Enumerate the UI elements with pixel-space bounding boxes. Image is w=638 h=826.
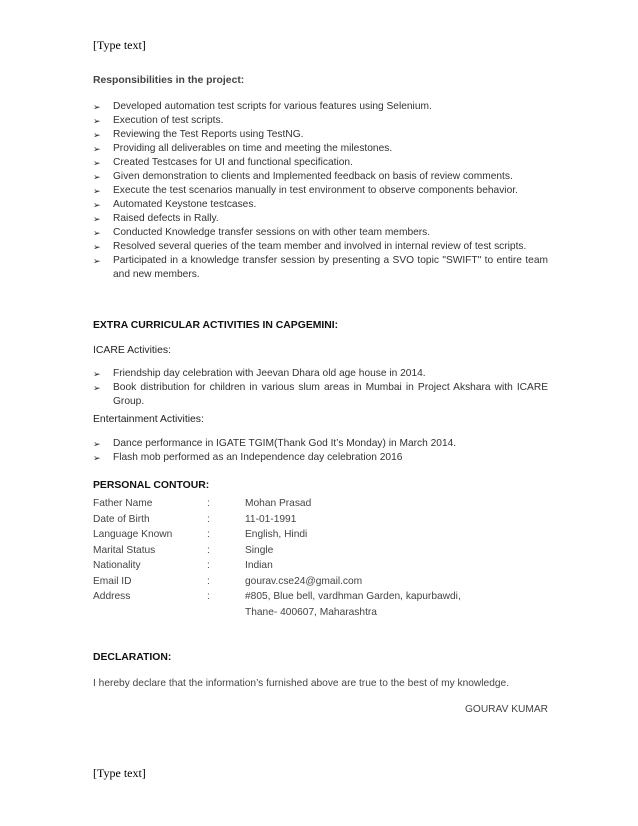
arrow-bullet-icon: ➢ [93, 172, 101, 182]
personal-heading: PERSONAL CONTOUR: [93, 480, 210, 491]
row-value: gourav.cse24@gmail.com [245, 575, 363, 587]
list-item: ➢ Book distribution for children in various slum areas in Mumbai in Project Akshara with ICARE Group. [93, 382, 548, 407]
address-line-2: Thane- 400607, Maharashtra [245, 606, 377, 618]
list-item: ➢ Participated in a knowledge transfer session by presenting a SVO topic "SWIFT" to entire team and new members. [93, 255, 548, 280]
row-label: Language Known [93, 529, 173, 540]
arrow-bullet-icon: ➢ [93, 369, 101, 379]
table-row [93, 528, 548, 544]
arrow-bullet-icon: ➢ [93, 200, 101, 210]
row-value: Indian [245, 560, 273, 571]
row-value: 11-01-1991 [245, 513, 297, 525]
table-row [93, 513, 548, 529]
extra-curricular-heading: EXTRA CURRICULAR ACTIVITIES IN CAPGEMINI: [93, 320, 339, 331]
personal-table [93, 497, 548, 621]
entertainment-heading: Entertainment Activities: [93, 414, 204, 425]
arrow-bullet-icon: ➢ [93, 256, 101, 266]
list-item: ➢ Execute the test scenarios manually in test environment to observe components behavior. [93, 185, 518, 196]
row-value: Single [245, 544, 274, 556]
arrow-bullet-icon: ➢ [93, 383, 101, 393]
row-label: Nationality [93, 560, 141, 571]
arrow-bullet-icon: ➢ [93, 116, 101, 126]
icare-list [93, 367, 548, 409]
row-label: Date of Birth [93, 513, 150, 525]
row-separator: : [207, 560, 210, 571]
row-separator: : [207, 575, 210, 587]
arrow-bullet-icon: ➢ [93, 214, 101, 224]
row-separator: : [207, 591, 210, 602]
arrow-bullet-icon: ➢ [93, 453, 101, 463]
list-item: ➢ Raised defects in Rally. [93, 213, 219, 224]
table-row [93, 544, 548, 560]
table-row [93, 497, 548, 513]
row-label: Marital Status [93, 544, 156, 556]
responsibilities-list [93, 100, 548, 282]
arrow-bullet-icon: ➢ [93, 439, 101, 449]
row-separator: : [207, 498, 210, 509]
row-value: English, Hindi [245, 529, 308, 540]
list-item: ➢ Flash mob performed as an Independence day celebration 2016 [93, 452, 403, 463]
list-item: ➢ Providing all deliverables on time and meeting the milestones. [93, 143, 393, 154]
list-item: ➢ Created Testcases for UI and functional specification. [93, 157, 353, 168]
row-value: Mohan Prasad [245, 498, 312, 509]
row-label: Father Name [93, 498, 153, 509]
list-item: ➢ Friendship day celebration with Jeevan Dhara old age house in 2014. [93, 368, 426, 379]
arrow-bullet-icon: ➢ [93, 102, 101, 112]
declaration-heading: DECLARATION: [93, 652, 172, 663]
list-item: ➢ Conducted Knowledge transfer sessions on with other team members. [93, 227, 431, 238]
row-label: Email ID [93, 575, 132, 587]
list-item: ➢ Given demonstration to clients and Implemented feedback on basis of review comments. [93, 171, 513, 182]
table-row [93, 590, 548, 606]
list-item: ➢ Dance performance in IGATE TGIM(Thank God It’s Monday) in March 2014. [93, 438, 457, 449]
list-item: ➢ Execution of test scripts. [93, 115, 224, 126]
page-footer: [Type text] [93, 766, 146, 780]
list-item: ➢ Resolved several queries of the team member and involved in internal review of test scripts. [93, 241, 527, 252]
declaration-text: I hereby declare that the information’s furnished above are true to the best of my knowledge. [93, 678, 510, 689]
arrow-bullet-icon: ➢ [93, 186, 101, 196]
arrow-bullet-icon: ➢ [93, 144, 101, 154]
arrow-bullet-icon: ➢ [93, 242, 101, 252]
row-separator: : [207, 529, 210, 540]
arrow-bullet-icon: ➢ [93, 130, 101, 140]
table-row [93, 606, 548, 622]
row-separator: : [207, 513, 210, 525]
row-separator: : [207, 544, 210, 556]
entertainment-list [93, 437, 548, 465]
arrow-bullet-icon: ➢ [93, 228, 101, 238]
arrow-bullet-icon: ➢ [93, 158, 101, 168]
page-header: [Type text] [93, 38, 146, 52]
responsibilities-heading: Responsibilities in the project: [93, 75, 245, 86]
table-row [93, 575, 548, 591]
list-item: ➢ Reviewing the Test Reports using TestNG. [93, 129, 304, 140]
signature-name: GOURAV KUMAR [464, 704, 548, 715]
table-row [93, 559, 548, 575]
row-label: Address [93, 591, 131, 602]
icare-heading: ICARE Activities: [93, 345, 171, 356]
list-item: ➢ Developed automation test scripts for various features using Selenium. [93, 101, 432, 112]
row-value: #805, Blue bell, vardhman Garden, kapurbawdi, [245, 591, 461, 602]
list-item: ➢ Automated Keystone testcases. [93, 199, 257, 210]
